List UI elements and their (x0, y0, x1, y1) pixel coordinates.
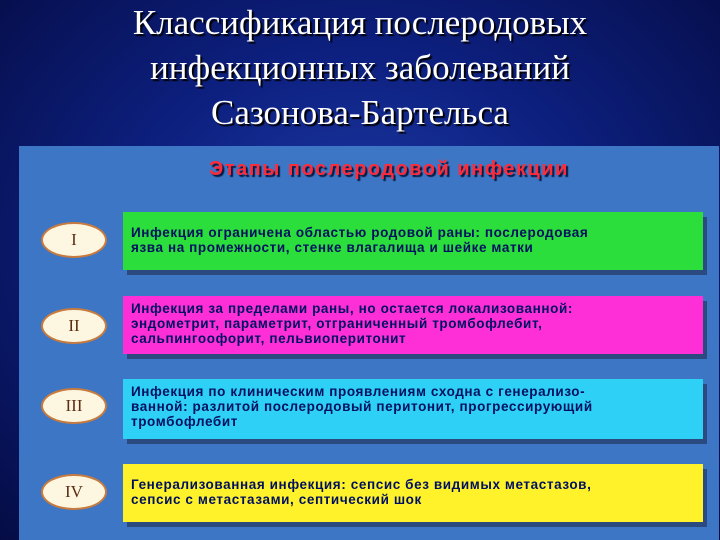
stage-2-box (123, 296, 703, 354)
stage-3-box (123, 379, 703, 439)
stage-4-line-1: Генерализованная инфекция: сепсис без видимых метастазов, (131, 477, 592, 492)
stage-4-badge: IV (41, 474, 107, 510)
stage-4-line-2: сепсис с метастазами, септический шок (131, 492, 422, 507)
panel-heading: Этапы послеродовой инфекции (209, 158, 569, 180)
stage-2-line-2: эндометрит, параметрит, отграниченный тромбофлебит, (131, 316, 543, 331)
stage-2-line-3: сальпингоофорит, пельвиоперитонит (131, 331, 407, 346)
title-line-2: инфекционных заболеваний (150, 48, 570, 87)
stage-1-line-1: Инфекция ограничена областью родовой раны: послеродовая (131, 225, 589, 240)
stage-2-line-1: Инфекция за пределами раны, но остается локализованной: (131, 301, 573, 316)
stage-3-line-1: Инфекция по клиническим проявлениям сходна с генерализо- (131, 384, 586, 399)
stage-4-box (123, 464, 703, 522)
stages-panel (19, 146, 719, 540)
stage-3-badge: III (41, 388, 107, 424)
stage-1-box (123, 212, 703, 270)
stage-2-badge: II (41, 308, 107, 344)
slide-title (40, 0, 680, 140)
stage-1-badge: I (41, 222, 107, 258)
stage-1-line-2: язва на промежности, стенке влагалища и шейке матки (131, 240, 534, 255)
title-line-1: Классификация послеродовых (132, 3, 588, 42)
stage-3-line-2: ванной: разлитой послеродовый перитонит, прогрессирующий (131, 399, 593, 414)
title-line-3: Сазонова-Бартельса (211, 93, 509, 132)
stage-3-line-3: тромбофлебит (131, 414, 238, 429)
